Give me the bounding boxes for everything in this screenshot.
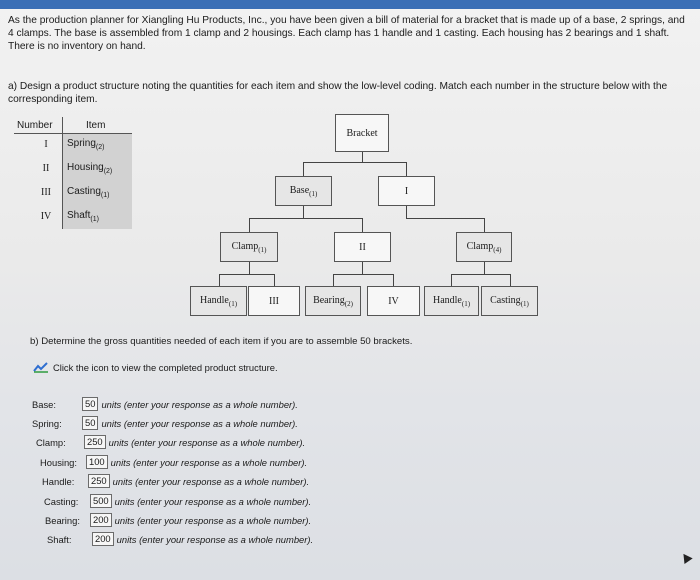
number-item-table [14, 117, 132, 229]
node-label: Bracket [346, 127, 378, 139]
node-qty: (1) [258, 245, 267, 254]
table-row-item[interactable] [67, 186, 109, 199]
answer-label: Housing: [40, 456, 78, 468]
connector-line [510, 274, 511, 286]
answer-label: Bearing: [45, 514, 80, 526]
number-column-header: Number [17, 120, 53, 131]
table-row-item[interactable] [67, 210, 99, 223]
top-header-bar [0, 0, 700, 9]
chart-icon[interactable] [33, 361, 49, 373]
connector-line [362, 152, 363, 162]
node-label: I [404, 185, 409, 197]
casting-quantity-field[interactable]: 500 [90, 494, 112, 508]
clamp-quantity-field[interactable]: 250 [84, 435, 106, 449]
view-structure-hint [33, 361, 278, 373]
node-name: Clamp [466, 240, 494, 252]
answer-note: units (enter your response as a whole number). [112, 475, 310, 487]
node-I[interactable] [378, 176, 435, 206]
table-row-number: I [44, 139, 48, 150]
connector-line [219, 274, 274, 275]
bracket-node [335, 114, 389, 152]
node-name: Casting [490, 294, 521, 306]
answer-label: Handle: [42, 475, 75, 487]
node-qty: (1) [520, 299, 529, 308]
base-node [275, 176, 332, 206]
connector-line [249, 262, 250, 274]
node-qty: (1) [461, 299, 471, 308]
node-name: Clamp [231, 240, 259, 252]
node-qty: (1) [228, 299, 238, 308]
mouse-cursor-icon [679, 551, 692, 564]
connector-line [393, 274, 394, 286]
bearing-quantity-field[interactable]: 200 [90, 513, 112, 527]
shaft-quantity-field[interactable]: 200 [92, 532, 114, 546]
table-header-divider [14, 133, 132, 134]
answer-note: units (enter your response as a whole number). [101, 417, 298, 429]
part-a-instructions: a) Design a product structure noting the quantities for each item and show the low-level coding. Match each number in the structure below with the corresponding item. [8, 81, 668, 105]
node-label [290, 185, 318, 198]
connector-line [333, 274, 334, 286]
connector-line [362, 262, 363, 274]
connector-line [484, 262, 485, 274]
connector-line [406, 206, 407, 218]
node-label [313, 295, 353, 308]
connector-line [303, 206, 304, 218]
connector-line [303, 162, 304, 176]
connector-line [406, 218, 484, 219]
answer-label: Spring: [32, 417, 62, 429]
connector-line [219, 274, 220, 286]
node-name: Base [289, 184, 310, 196]
node-name: Handle [432, 294, 462, 306]
item-qty: (1) [90, 216, 99, 223]
connector-line [274, 274, 275, 286]
casting-node [481, 286, 538, 316]
table-row-number: IV [40, 211, 52, 222]
connector-line [249, 218, 362, 219]
node-name: Handle [199, 294, 229, 306]
connector-line [451, 274, 452, 286]
answer-label: Base: [32, 398, 56, 410]
node-label: II [359, 241, 366, 253]
answer-label: Clamp: [36, 436, 66, 448]
connector-line [333, 274, 393, 275]
item-column-header: Item [86, 120, 106, 131]
node-label [433, 295, 470, 308]
part-b-instructions: b) Determine the gross quantities needed of each item if you are to assemble 50 brackets. [30, 336, 413, 347]
table-row-item[interactable] [67, 162, 112, 175]
answer-note: units (enter your response as a whole number). [116, 533, 314, 545]
connector-line [451, 274, 510, 275]
handle-quantity-field[interactable]: 250 [88, 474, 110, 488]
node-label [490, 295, 529, 308]
item-name: Housing [67, 162, 104, 173]
table-row-number: III [41, 187, 51, 198]
node-qty: (2) [344, 299, 353, 308]
table-row-item[interactable] [67, 138, 104, 151]
node-label [200, 295, 237, 308]
handle-node [190, 286, 247, 316]
node-IV[interactable] [367, 286, 420, 316]
item-qty: (2) [95, 144, 105, 151]
connector-line [303, 162, 406, 163]
node-label [467, 241, 502, 254]
item-name: Casting [67, 186, 101, 197]
node-II[interactable] [334, 232, 391, 262]
node-III[interactable] [248, 286, 300, 316]
table-row-number: II [42, 163, 50, 174]
connector-line [406, 162, 407, 176]
connector-line [362, 218, 363, 232]
node-name: Bearing [313, 294, 345, 306]
clamp-4-node [456, 232, 512, 262]
item-qty: (1) [100, 192, 110, 199]
answer-note: units (enter your response as a whole number). [114, 514, 312, 526]
node-qty: (4) [493, 245, 502, 254]
item-name: Spring [67, 138, 96, 149]
handle-2-node [424, 286, 479, 316]
table-column-divider [62, 117, 63, 229]
node-label: III [269, 295, 279, 307]
answer-note: units (enter your response as a whole number). [101, 398, 298, 410]
base-quantity-field[interactable]: 50 [82, 397, 98, 411]
node-label [232, 241, 267, 254]
answer-note: units (enter your response as a whole number). [114, 495, 312, 507]
bearing-node [305, 286, 361, 316]
answer-label: Shaft: [47, 533, 72, 545]
item-qty: (2) [103, 168, 113, 175]
spring-quantity-field[interactable]: 50 [82, 416, 98, 430]
node-qty: (1) [309, 189, 318, 198]
node-label: IV [388, 295, 399, 307]
housing-quantity-field[interactable]: 100 [86, 455, 108, 469]
connector-line [484, 218, 485, 232]
hint-text: Click the icon to view the completed product structure. [53, 361, 278, 373]
connector-line [249, 218, 250, 232]
answer-note: units (enter your response as a whole number). [108, 436, 306, 448]
problem-intro-text: As the production planner for Xiangling Hu Products, Inc., you have been given a bill of material for a bracket that is made up of a base, 2 springs, and 4 clamps. The base is assembled from 1 clamp and 2 housings. Each clamp has 1 handle and 1 casting. Each housing has 2 bearings and 1 shaft. There is no inventory on hand. [8, 15, 685, 52]
clamp-node [220, 232, 278, 262]
answer-note: units (enter your response as a whole number). [110, 456, 308, 468]
item-name: Shaft [67, 210, 91, 221]
answer-label: Casting: [44, 495, 79, 507]
